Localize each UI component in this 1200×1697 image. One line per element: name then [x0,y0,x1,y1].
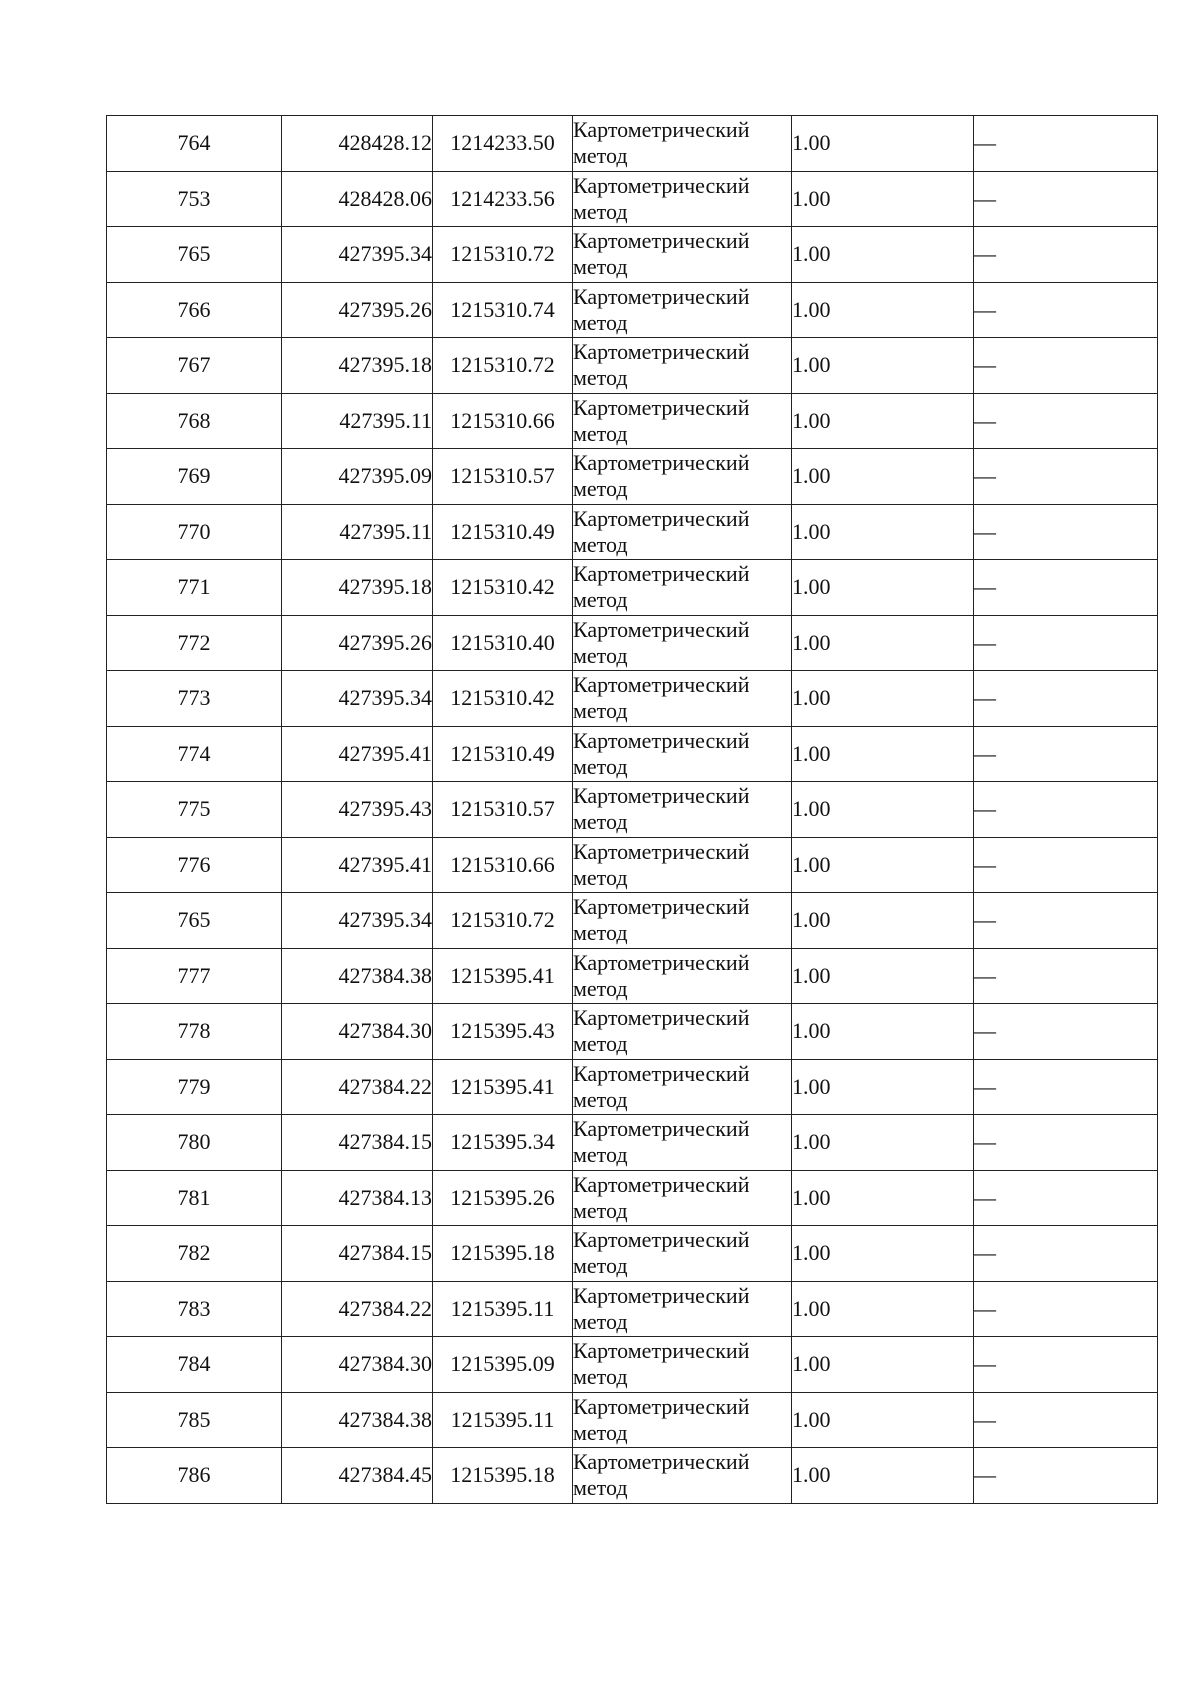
accuracy-cell: 1.00 [792,948,974,1004]
y-coordinate-cell: 1215310.72 [433,338,573,394]
coordinates-table-body [107,116,1158,1504]
point-number-cell: 770 [107,504,282,560]
accuracy-cell: 1.00 [792,1115,974,1171]
method-line-1: Картометрический [573,672,750,698]
table-row [107,1004,1158,1060]
table-row [107,671,1158,727]
table-row [107,1115,1158,1171]
method-line-1: Картометрический [573,228,750,254]
method-line-2: метод [573,1197,628,1223]
table-row [107,948,1158,1004]
x-coordinate-cell: 427395.18 [282,338,433,394]
method-cell [573,227,792,283]
method-cell [573,560,792,616]
method-line-1: Картометрический [573,283,750,309]
point-number-cell: 772 [107,615,282,671]
method-cell [573,1004,792,1060]
accuracy-cell: 1.00 [792,504,974,560]
method-line-2: метод [573,420,628,446]
point-number-cell: 779 [107,1059,282,1115]
description-cell: — [974,671,1158,727]
description-cell: — [974,449,1158,505]
method-line-1: Картометрический [573,616,750,642]
table-row [107,1226,1158,1282]
table-row [107,1337,1158,1393]
y-coordinate-cell: 1215395.18 [433,1448,573,1504]
method-line-1: Картометрический [573,1005,750,1031]
accuracy-cell: 1.00 [792,227,974,283]
method-line-2: метод [573,198,628,224]
point-number-cell: 764 [107,116,282,172]
point-number-cell: 778 [107,1004,282,1060]
method-cell [573,393,792,449]
description-cell: — [974,1392,1158,1448]
y-coordinate-cell: 1215395.34 [433,1115,573,1171]
y-coordinate-cell: 1215310.66 [433,837,573,893]
method-line-2: метод [573,476,628,502]
accuracy-cell: 1.00 [792,1004,974,1060]
description-cell: — [974,1281,1158,1337]
description-cell: — [974,948,1158,1004]
accuracy-cell: 1.00 [792,837,974,893]
method-line-1: Картометрический [573,838,750,864]
description-cell: — [974,782,1158,838]
x-coordinate-cell: 427395.43 [282,782,433,838]
x-coordinate-cell: 427384.30 [282,1004,433,1060]
method-line-2: метод [573,531,628,557]
table-row [107,227,1158,283]
x-coordinate-cell: 427395.41 [282,726,433,782]
method-cell [573,1170,792,1226]
accuracy-cell: 1.00 [792,1226,974,1282]
table-row [107,893,1158,949]
table-row [107,782,1158,838]
y-coordinate-cell: 1215310.57 [433,782,573,838]
description-cell: — [974,1226,1158,1282]
accuracy-cell: 1.00 [792,171,974,227]
method-line-2: метод [573,1419,628,1445]
y-coordinate-cell: 1215395.09 [433,1337,573,1393]
accuracy-cell: 1.00 [792,782,974,838]
y-coordinate-cell: 1215310.57 [433,449,573,505]
description-cell: — [974,282,1158,338]
accuracy-cell: 1.00 [792,1337,974,1393]
table-row [107,1448,1158,1504]
x-coordinate-cell: 427384.13 [282,1170,433,1226]
x-coordinate-cell: 427395.09 [282,449,433,505]
method-line-1: Картометрический [573,783,750,809]
method-cell [573,726,792,782]
table-row [107,504,1158,560]
x-coordinate-cell: 427395.34 [282,893,433,949]
table-row [107,116,1158,172]
accuracy-cell: 1.00 [792,1448,974,1504]
method-line-2: метод [573,309,628,335]
method-line-2: метод [573,365,628,391]
table-row [107,171,1158,227]
method-line-1: Картометрический [573,949,750,975]
x-coordinate-cell: 427384.45 [282,1448,433,1504]
method-cell [573,1059,792,1115]
method-line-1: Картометрический [573,1116,750,1142]
point-number-cell: 782 [107,1226,282,1282]
y-coordinate-cell: 1215395.18 [433,1226,573,1282]
method-line-2: метод [573,1253,628,1279]
x-coordinate-cell: 427395.26 [282,282,433,338]
point-number-cell: 783 [107,1281,282,1337]
description-cell: — [974,893,1158,949]
method-line-1: Картометрический [573,505,750,531]
method-line-1: Картометрический [573,450,750,476]
y-coordinate-cell: 1215395.11 [433,1392,573,1448]
y-coordinate-cell: 1215310.40 [433,615,573,671]
method-line-1: Картометрический [573,172,750,198]
point-number-cell: 785 [107,1392,282,1448]
y-coordinate-cell: 1215310.74 [433,282,573,338]
x-coordinate-cell: 427395.41 [282,837,433,893]
coordinates-table [106,115,1158,1504]
method-line-1: Картометрический [573,727,750,753]
description-cell: — [974,1337,1158,1393]
description-cell: — [974,837,1158,893]
accuracy-cell: 1.00 [792,1170,974,1226]
description-cell: — [974,338,1158,394]
accuracy-cell: 1.00 [792,893,974,949]
method-line-2: метод [573,809,628,835]
y-coordinate-cell: 1215395.43 [433,1004,573,1060]
y-coordinate-cell: 1215310.49 [433,726,573,782]
method-cell [573,338,792,394]
description-cell: — [974,227,1158,283]
method-line-2: метод [573,1086,628,1112]
point-number-cell: 753 [107,171,282,227]
method-cell [573,782,792,838]
accuracy-cell: 1.00 [792,393,974,449]
x-coordinate-cell: 427384.30 [282,1337,433,1393]
table-row [107,1281,1158,1337]
accuracy-cell: 1.00 [792,116,974,172]
point-number-cell: 765 [107,227,282,283]
y-coordinate-cell: 1215395.41 [433,948,573,1004]
accuracy-cell: 1.00 [792,338,974,394]
description-cell: — [974,1059,1158,1115]
y-coordinate-cell: 1215395.11 [433,1281,573,1337]
method-cell [573,948,792,1004]
accuracy-cell: 1.00 [792,726,974,782]
y-coordinate-cell: 1215310.72 [433,893,573,949]
description-cell: — [974,560,1158,616]
method-line-1: Картометрический [573,561,750,587]
method-line-2: метод [573,642,628,668]
y-coordinate-cell: 1215310.42 [433,671,573,727]
x-coordinate-cell: 427384.22 [282,1059,433,1115]
point-number-cell: 775 [107,782,282,838]
description-cell: — [974,726,1158,782]
y-coordinate-cell: 1215310.42 [433,560,573,616]
y-coordinate-cell: 1214233.50 [433,116,573,172]
point-number-cell: 768 [107,393,282,449]
method-cell [573,615,792,671]
method-line-2: метод [573,587,628,613]
method-line-1: Картометрический [573,1338,750,1364]
description-cell: — [974,171,1158,227]
method-line-2: метод [573,864,628,890]
point-number-cell: 769 [107,449,282,505]
point-number-cell: 774 [107,726,282,782]
description-cell: — [974,1448,1158,1504]
accuracy-cell: 1.00 [792,449,974,505]
description-cell: — [974,504,1158,560]
point-number-cell: 773 [107,671,282,727]
method-line-2: метод [573,920,628,946]
y-coordinate-cell: 1215310.66 [433,393,573,449]
method-line-1: Картометрический [573,394,750,420]
description-cell: — [974,1115,1158,1171]
x-coordinate-cell: 427384.15 [282,1115,433,1171]
x-coordinate-cell: 427395.34 [282,227,433,283]
point-number-cell: 777 [107,948,282,1004]
accuracy-cell: 1.00 [792,282,974,338]
method-cell [573,1226,792,1282]
y-coordinate-cell: 1215395.41 [433,1059,573,1115]
accuracy-cell: 1.00 [792,560,974,616]
method-cell [573,671,792,727]
table-row [107,726,1158,782]
y-coordinate-cell: 1215310.72 [433,227,573,283]
y-coordinate-cell: 1215310.49 [433,504,573,560]
x-coordinate-cell: 427395.11 [282,393,433,449]
description-cell: — [974,116,1158,172]
method-line-2: метод [573,1142,628,1168]
method-line-2: метод [573,753,628,779]
table-row [107,282,1158,338]
point-number-cell: 780 [107,1115,282,1171]
point-number-cell: 766 [107,282,282,338]
method-cell [573,116,792,172]
x-coordinate-cell: 427395.34 [282,671,433,727]
table-row [107,560,1158,616]
table-row [107,338,1158,394]
method-cell [573,1392,792,1448]
x-coordinate-cell: 428428.06 [282,171,433,227]
method-line-2: метод [573,975,628,1001]
method-line-1: Картометрический [573,339,750,365]
method-cell [573,1337,792,1393]
x-coordinate-cell: 427384.22 [282,1281,433,1337]
method-cell [573,893,792,949]
method-cell [573,171,792,227]
point-number-cell: 771 [107,560,282,616]
description-cell: — [974,1004,1158,1060]
x-coordinate-cell: 427395.26 [282,615,433,671]
method-line-2: метод [573,1475,628,1501]
method-line-1: Картометрический [573,1393,750,1419]
point-number-cell: 784 [107,1337,282,1393]
x-coordinate-cell: 428428.12 [282,116,433,172]
method-cell [573,1281,792,1337]
method-line-1: Картометрический [573,1282,750,1308]
method-line-2: метод [573,1364,628,1390]
method-cell [573,837,792,893]
accuracy-cell: 1.00 [792,615,974,671]
x-coordinate-cell: 427384.38 [282,1392,433,1448]
description-cell: — [974,393,1158,449]
method-line-1: Картометрический [573,1449,750,1475]
method-cell [573,1115,792,1171]
description-cell: — [974,615,1158,671]
table-row [107,393,1158,449]
method-line-1: Картометрический [573,1171,750,1197]
point-number-cell: 767 [107,338,282,394]
method-line-1: Картометрический [573,117,750,143]
y-coordinate-cell: 1214233.56 [433,171,573,227]
method-line-2: метод [573,1308,628,1334]
point-number-cell: 776 [107,837,282,893]
table-row [107,837,1158,893]
method-line-1: Картометрический [573,1060,750,1086]
description-cell: — [974,1170,1158,1226]
table-row [107,1059,1158,1115]
x-coordinate-cell: 427384.15 [282,1226,433,1282]
accuracy-cell: 1.00 [792,671,974,727]
method-cell [573,449,792,505]
accuracy-cell: 1.00 [792,1392,974,1448]
method-line-2: метод [573,143,628,169]
x-coordinate-cell: 427395.18 [282,560,433,616]
accuracy-cell: 1.00 [792,1059,974,1115]
table-row [107,615,1158,671]
method-line-2: метод [573,254,628,280]
method-line-2: метод [573,698,628,724]
table-row [107,449,1158,505]
method-line-1: Картометрический [573,894,750,920]
method-line-1: Картометрический [573,1227,750,1253]
method-cell [573,282,792,338]
point-number-cell: 765 [107,893,282,949]
method-cell [573,1448,792,1504]
table-row [107,1170,1158,1226]
method-cell [573,504,792,560]
x-coordinate-cell: 427384.38 [282,948,433,1004]
accuracy-cell: 1.00 [792,1281,974,1337]
table-row [107,1392,1158,1448]
point-number-cell: 781 [107,1170,282,1226]
y-coordinate-cell: 1215395.26 [433,1170,573,1226]
method-line-2: метод [573,1031,628,1057]
point-number-cell: 786 [107,1448,282,1504]
x-coordinate-cell: 427395.11 [282,504,433,560]
